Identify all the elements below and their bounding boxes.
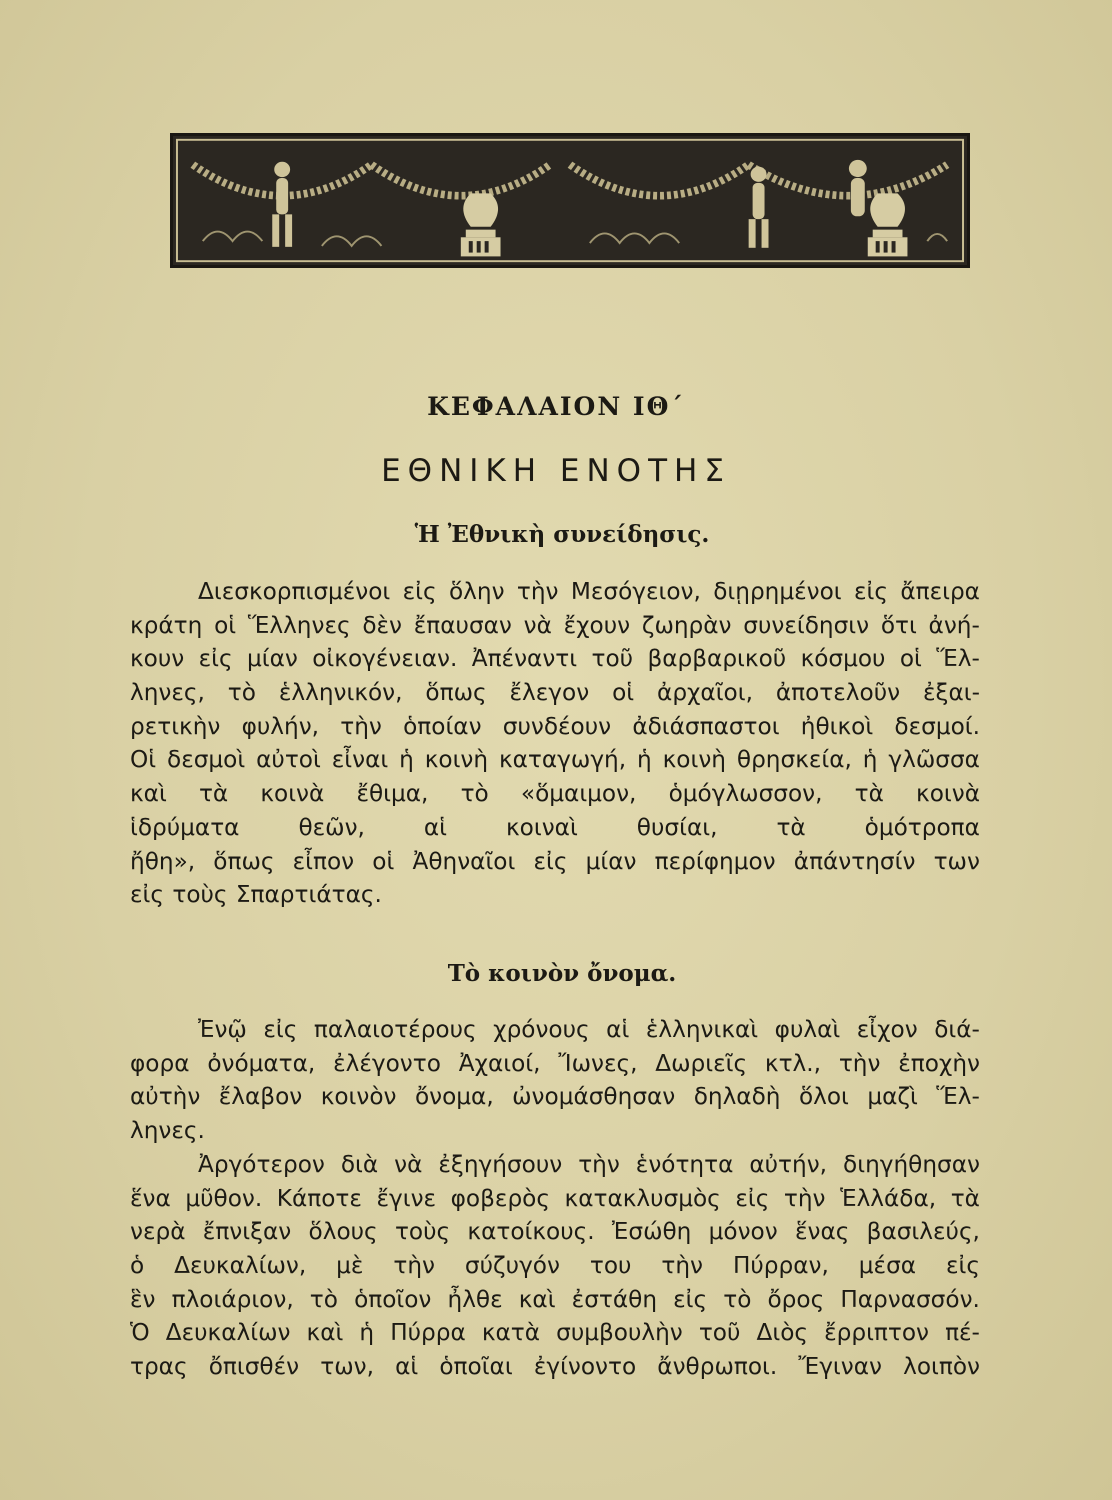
section-heading: Τὸ κοινὸν ὄνομα. <box>447 960 677 987</box>
text-line: ρετικὴν φυλήν, τὴν ὁποίαν συνδέουν ἀδιάσπαστοι ἠθικοὶ δεσμοί. <box>130 712 980 740</box>
paragraph <box>130 1013 980 1148</box>
text-line: Διεσκορπισμένοι εἰς ὅλην τὴν Μεσόγειον, διῃρημένοι εἰς ἄπειρα <box>198 578 980 605</box>
text-line: καὶ τὰ κοινὰ ἔθιμα, τὸ «ὅμαιμον, ὁμόγλωσσον, τὰ κοινὰ <box>130 780 980 808</box>
text-line: ἕνα μῦθον. Κάποτε ἔγινε φοβερὸς κατακλυσμὸς εἰς τὴν Ἑλλάδα, τὰ <box>130 1184 980 1212</box>
text-line: ἓν πλοιάριον, τὸ ὁποῖον ἦλθε καὶ ἐστάθη εἰς τὸ ὄρος Παρνασσόν. <box>130 1285 980 1313</box>
text-line: φορα ὀνόματα, ἐλέγοντο Ἀχαιοί, Ἴωνες, Δωριεῖς κτλ., τὴν ἐποχὴν <box>130 1049 980 1077</box>
text-line: κουν εἰς μίαν οἰκογένειαν. Ἀπέναντι τοῦ βαρβαρικοῦ κόσμου οἱ Ἕλ- <box>130 645 980 673</box>
text-line: τρας ὄπισθέν των, αἱ ὁποῖαι ἐγίνοντο ἄνθρωποι. Ἔγιναν λοιπὸν <box>130 1353 980 1381</box>
text-line: ληνες, τὸ ἑλληνικόν, ὅπως ἔλεγον οἱ ἀρχαῖοι, ἀποτελοῦν ἐξαι- <box>130 679 980 707</box>
text-line: κράτη οἱ Ἕλληνες δὲν ἔπαυσαν νὰ ἔχουν ζωηρὰν συνείδησιν ὅτι ἀνή- <box>130 611 980 639</box>
paragraph <box>130 575 980 912</box>
text-line: Ἐνῷ εἰς παλαιοτέρους χρόνους αἱ ἑλληνικαὶ φυλαὶ εἶχον διά- <box>198 1016 980 1043</box>
text-line: ἱδρύματα θεῶν, αἱ κοιναὶ θυσίαι, τὰ ὁμότροπα <box>130 813 980 841</box>
text-line: νερὰ ἔπνιξαν ὅλους τοὺς κατοίκους. Ἐσώθη μόνον ἕνας βασιλεύς, <box>130 1218 980 1246</box>
section-heading: Ἡ Ἐθνικὴ συνείδησις. <box>414 521 710 548</box>
chapter-heading: ΚΕΦΑΛΑΙΟΝ ΙΘ΄ <box>427 392 685 421</box>
text-line: ἤθη», ὅπως εἶπον οἱ Ἀθηναῖοι εἰς μίαν περίφημον ἀπάντησίν των <box>130 847 980 875</box>
paragraph <box>130 1148 980 1384</box>
chapter-title: ΕΘΝΙΚΗ ΕΝΟΤΗΣ <box>381 453 731 489</box>
text-line: αὐτὴν ἔλαβον κοινὸν ὄνομα, ὠνομάσθησαν δηλαδὴ ὅλοι μαζὶ Ἕλ- <box>130 1083 980 1111</box>
text-line: Ἀργότερον διὰ νὰ ἐξηγήσουν τὴν ἑνότητα αὐτήν, διηγήθησαν <box>198 1151 980 1178</box>
ornamental-frieze-illustration <box>170 133 970 268</box>
text-line: Οἱ δεσμοὶ αὐτοὶ εἶναι ἡ κοινὴ καταγωγή, ἡ κοινὴ θρησκεία, ἡ γλῶσσα <box>130 746 980 774</box>
text-line: εἰς τοὺς Σπαρτιάτας. <box>130 881 382 909</box>
text-line: Ὁ Δευκαλίων καὶ ἡ Πύρρα κατὰ συμβουλὴν τοῦ Διὸς ἔρριπτον πέ- <box>130 1319 980 1347</box>
text-line: ληνες. <box>130 1117 205 1145</box>
text-line: ὁ Δευκαλίων, μὲ τὴν σύζυγόν του τὴν Πύρραν, μέσα εἰς <box>130 1252 980 1280</box>
